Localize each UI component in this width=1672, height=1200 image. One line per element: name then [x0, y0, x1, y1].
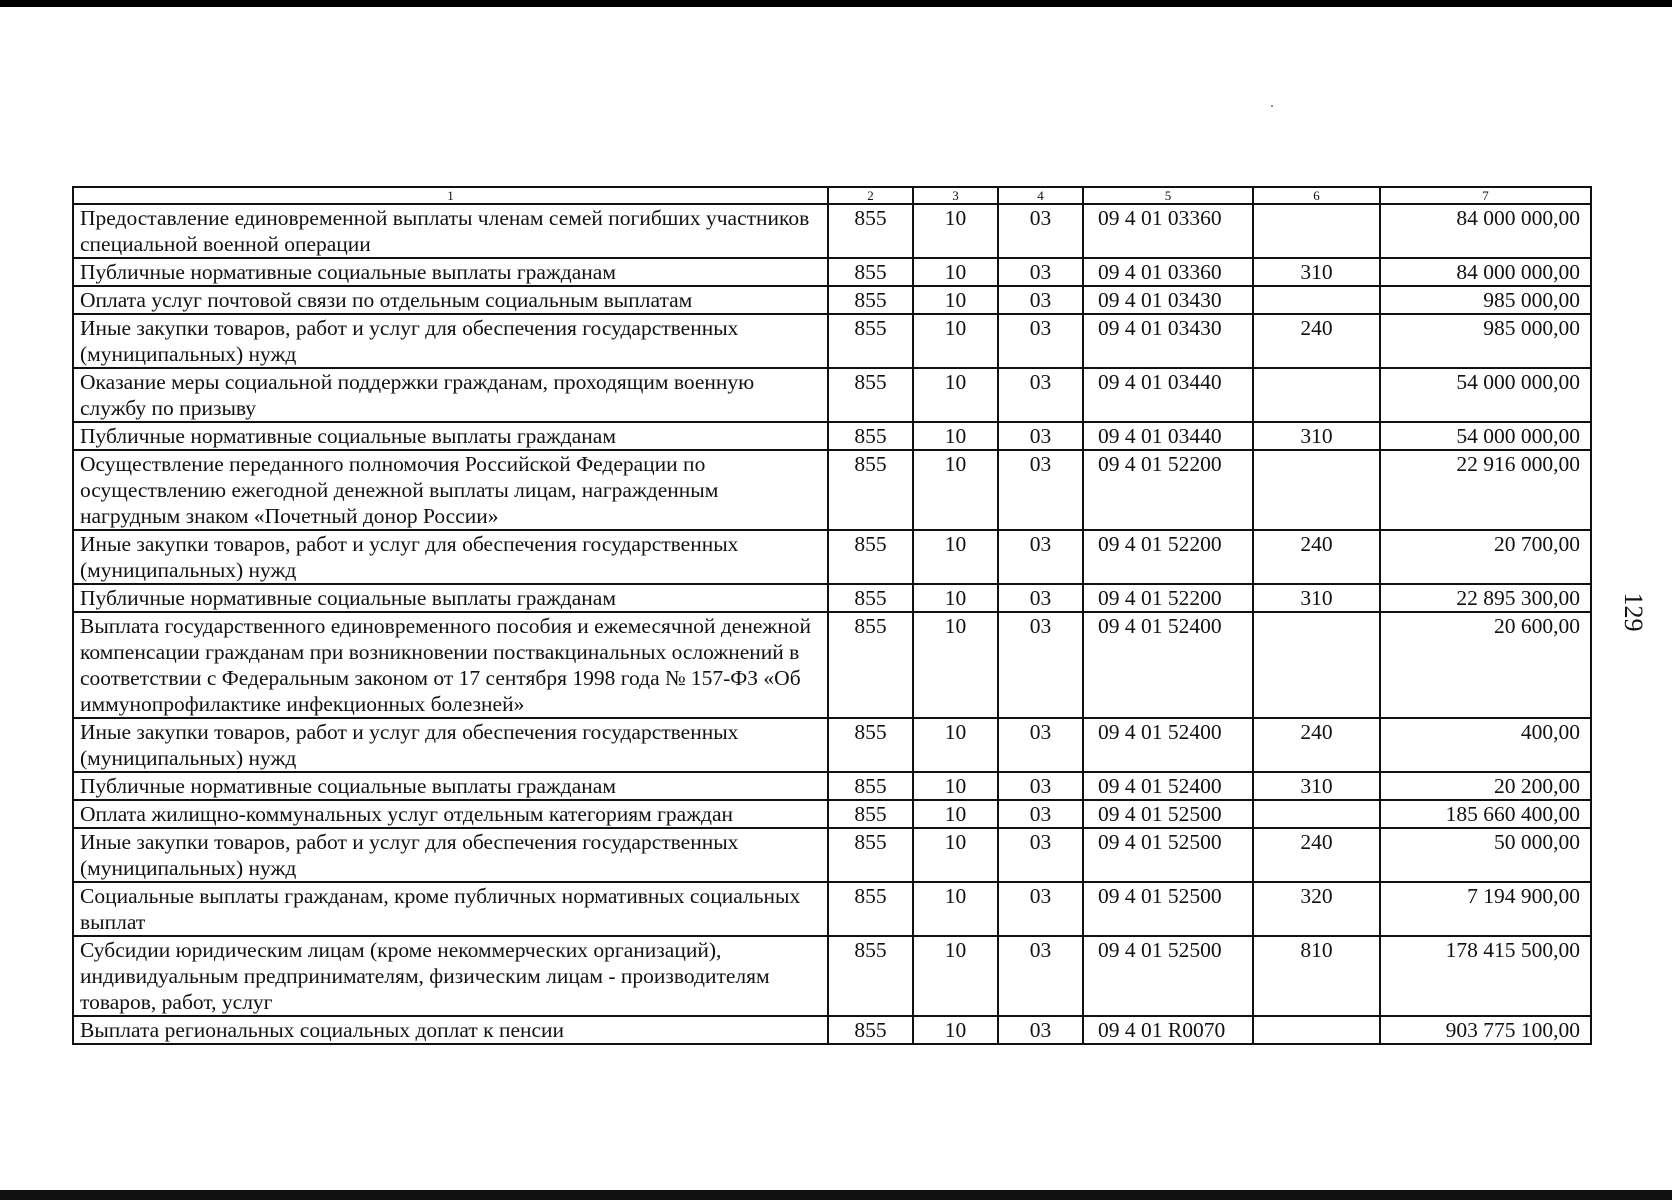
row-subsection: 03	[998, 612, 1083, 718]
row-expense-type: 240	[1253, 530, 1380, 584]
row-subsection: 03	[998, 718, 1083, 772]
row-admin-code: 855	[828, 314, 913, 368]
row-subsection: 03	[998, 772, 1083, 800]
row-target-code: 09 4 01 52500	[1083, 828, 1253, 882]
row-subsection: 03	[998, 258, 1083, 286]
table-header	[73, 187, 1591, 204]
row-admin-code: 855	[828, 612, 913, 718]
row-subsection: 03	[998, 314, 1083, 368]
row-admin-code: 855	[828, 368, 913, 422]
row-expense-type	[1253, 286, 1380, 314]
row-section: 10	[913, 584, 998, 612]
table-row	[73, 450, 1591, 530]
row-expense-type: 810	[1253, 936, 1380, 1016]
row-amount: 178 415 500,00	[1380, 936, 1591, 1016]
row-expense-type	[1253, 612, 1380, 718]
table-row	[73, 772, 1591, 800]
row-target-code: 09 4 01 52400	[1083, 612, 1253, 718]
budget-table	[72, 186, 1592, 1045]
row-section: 10	[913, 828, 998, 882]
row-expense-type: 240	[1253, 828, 1380, 882]
row-admin-code: 855	[828, 422, 913, 450]
row-section: 10	[913, 314, 998, 368]
row-target-code: 09 4 01 03440	[1083, 422, 1253, 450]
row-amount: 22 916 000,00	[1380, 450, 1591, 530]
row-expense-type	[1253, 450, 1380, 530]
col-header-2: 2	[828, 187, 913, 204]
row-admin-code: 855	[828, 530, 913, 584]
row-amount: 185 660 400,00	[1380, 800, 1591, 828]
row-name: Оплата услуг почтовой связи по отдельным социальным выплатам	[73, 286, 828, 314]
row-target-code: 09 4 01 03430	[1083, 314, 1253, 368]
row-expense-type: 310	[1253, 772, 1380, 800]
row-name: Предоставление единовременной выплаты членам семей погибших участников специальной военной операции	[73, 204, 828, 258]
table-row	[73, 314, 1591, 368]
row-admin-code: 855	[828, 800, 913, 828]
row-expense-type: 310	[1253, 584, 1380, 612]
row-expense-type: 310	[1253, 422, 1380, 450]
row-target-code: 09 4 01 03360	[1083, 204, 1253, 258]
row-subsection: 03	[998, 530, 1083, 584]
table-row	[73, 422, 1591, 450]
row-section: 10	[913, 882, 998, 936]
table-row	[73, 800, 1591, 828]
row-target-code: 09 4 01 03440	[1083, 368, 1253, 422]
row-expense-type	[1253, 1016, 1380, 1044]
scan-border-bottom	[0, 1190, 1672, 1200]
row-section: 10	[913, 800, 998, 828]
row-subsection: 03	[998, 936, 1083, 1016]
row-expense-type	[1253, 800, 1380, 828]
row-name: Выплата региональных социальных доплат к пенсии	[73, 1016, 828, 1044]
col-header-7: 7	[1380, 187, 1591, 204]
table-row	[73, 204, 1591, 258]
row-section: 10	[913, 612, 998, 718]
row-name: Иные закупки товаров, работ и услуг для обеспечения государственных (муниципальных) нужд	[73, 530, 828, 584]
col-header-1: 1	[73, 187, 828, 204]
table-row	[73, 936, 1591, 1016]
row-target-code: 09 4 01 52500	[1083, 882, 1253, 936]
row-subsection: 03	[998, 828, 1083, 882]
row-name: Публичные нормативные социальные выплаты гражданам	[73, 422, 828, 450]
row-expense-type	[1253, 204, 1380, 258]
row-subsection: 03	[998, 422, 1083, 450]
row-name: Публичные нормативные социальные выплаты гражданам	[73, 772, 828, 800]
row-name: Выплата государственного единовременного пособия и ежемесячной денежной компенсации гражданам при возникновении поствакцинальных осложнений в соответствии с Федеральным законом от 17 сентября 1998 года № 157-ФЗ «Об иммунопрофилактике инфекционных болезней»	[73, 612, 828, 718]
table-row	[73, 286, 1591, 314]
row-name: Оплата жилищно-коммунальных услуг отдельным категориям граждан	[73, 800, 828, 828]
row-name: Социальные выплаты гражданам, кроме публичных нормативных социальных выплат	[73, 882, 828, 936]
row-expense-type: 310	[1253, 258, 1380, 286]
row-subsection: 03	[998, 368, 1083, 422]
row-section: 10	[913, 450, 998, 530]
row-target-code: 09 4 01 52200	[1083, 584, 1253, 612]
row-name: Публичные нормативные социальные выплаты гражданам	[73, 584, 828, 612]
row-target-code: 09 4 01 52200	[1083, 530, 1253, 584]
page-number: 129	[1619, 592, 1648, 632]
row-subsection: 03	[998, 800, 1083, 828]
table-row	[73, 530, 1591, 584]
table-row	[73, 1016, 1591, 1044]
row-section: 10	[913, 204, 998, 258]
row-amount: 985 000,00	[1380, 314, 1591, 368]
row-admin-code: 855	[828, 450, 913, 530]
table-body	[73, 204, 1591, 1044]
col-header-5: 5	[1083, 187, 1253, 204]
col-header-3: 3	[913, 187, 998, 204]
header-row	[73, 187, 1591, 204]
col-header-4: 4	[998, 187, 1083, 204]
row-section: 10	[913, 422, 998, 450]
row-subsection: 03	[998, 1016, 1083, 1044]
row-subsection: 03	[998, 584, 1083, 612]
row-amount: 54 000 000,00	[1380, 422, 1591, 450]
row-name: Иные закупки товаров, работ и услуг для обеспечения государственных (муниципальных) нужд	[73, 314, 828, 368]
row-admin-code: 855	[828, 286, 913, 314]
table-row	[73, 258, 1591, 286]
row-name: Публичные нормативные социальные выплаты гражданам	[73, 258, 828, 286]
row-subsection: 03	[998, 204, 1083, 258]
row-amount: 20 600,00	[1380, 612, 1591, 718]
scan-border-top	[0, 0, 1672, 7]
row-section: 10	[913, 286, 998, 314]
table-row	[73, 828, 1591, 882]
row-admin-code: 855	[828, 584, 913, 612]
row-name: Осуществление переданного полномочия Российской Федерации по осуществлению ежегодной денежной выплаты лицам, награжденным нагрудным знаком «Почетный донор России»	[73, 450, 828, 530]
row-target-code: 09 4 01 52400	[1083, 772, 1253, 800]
row-amount: 7 194 900,00	[1380, 882, 1591, 936]
row-section: 10	[913, 368, 998, 422]
row-amount: 20 200,00	[1380, 772, 1591, 800]
table-row	[73, 584, 1591, 612]
row-admin-code: 855	[828, 772, 913, 800]
row-section: 10	[913, 718, 998, 772]
row-subsection: 03	[998, 450, 1083, 530]
scan-speck	[1271, 105, 1273, 107]
row-amount: 22 895 300,00	[1380, 584, 1591, 612]
row-target-code: 09 4 01 52500	[1083, 800, 1253, 828]
row-expense-type: 320	[1253, 882, 1380, 936]
table-row	[73, 612, 1591, 718]
row-subsection: 03	[998, 882, 1083, 936]
row-name: Субсидии юридическим лицам (кроме некоммерческих организаций), индивидуальным предпринимателям, физическим лицам - производителям товаров, работ, услуг	[73, 936, 828, 1016]
row-subsection: 03	[998, 286, 1083, 314]
row-amount: 50 000,00	[1380, 828, 1591, 882]
row-section: 10	[913, 772, 998, 800]
col-header-6: 6	[1253, 187, 1380, 204]
row-amount: 20 700,00	[1380, 530, 1591, 584]
row-section: 10	[913, 530, 998, 584]
row-admin-code: 855	[828, 828, 913, 882]
row-target-code: 09 4 01 03360	[1083, 258, 1253, 286]
row-amount: 903 775 100,00	[1380, 1016, 1591, 1044]
row-admin-code: 855	[828, 882, 913, 936]
row-amount: 84 000 000,00	[1380, 204, 1591, 258]
row-admin-code: 855	[828, 936, 913, 1016]
row-amount: 84 000 000,00	[1380, 258, 1591, 286]
row-expense-type: 240	[1253, 314, 1380, 368]
table-row	[73, 882, 1591, 936]
row-admin-code: 855	[828, 718, 913, 772]
table-row	[73, 718, 1591, 772]
row-name: Иные закупки товаров, работ и услуг для обеспечения государственных (муниципальных) нужд	[73, 718, 828, 772]
row-target-code: 09 4 01 03430	[1083, 286, 1253, 314]
row-section: 10	[913, 936, 998, 1016]
row-name: Иные закупки товаров, работ и услуг для обеспечения государственных (муниципальных) нужд	[73, 828, 828, 882]
row-amount: 400,00	[1380, 718, 1591, 772]
row-amount: 54 000 000,00	[1380, 368, 1591, 422]
row-expense-type: 240	[1253, 718, 1380, 772]
row-admin-code: 855	[828, 258, 913, 286]
row-section: 10	[913, 1016, 998, 1044]
row-expense-type	[1253, 368, 1380, 422]
row-target-code: 09 4 01 52500	[1083, 936, 1253, 1016]
row-target-code: 09 4 01 52400	[1083, 718, 1253, 772]
table-row	[73, 368, 1591, 422]
row-amount: 985 000,00	[1380, 286, 1591, 314]
row-section: 10	[913, 258, 998, 286]
row-target-code: 09 4 01 52200	[1083, 450, 1253, 530]
row-name: Оказание меры социальной поддержки гражданам, проходящим военную службу по призыву	[73, 368, 828, 422]
row-admin-code: 855	[828, 1016, 913, 1044]
row-target-code: 09 4 01 R0070	[1083, 1016, 1253, 1044]
row-admin-code: 855	[828, 204, 913, 258]
